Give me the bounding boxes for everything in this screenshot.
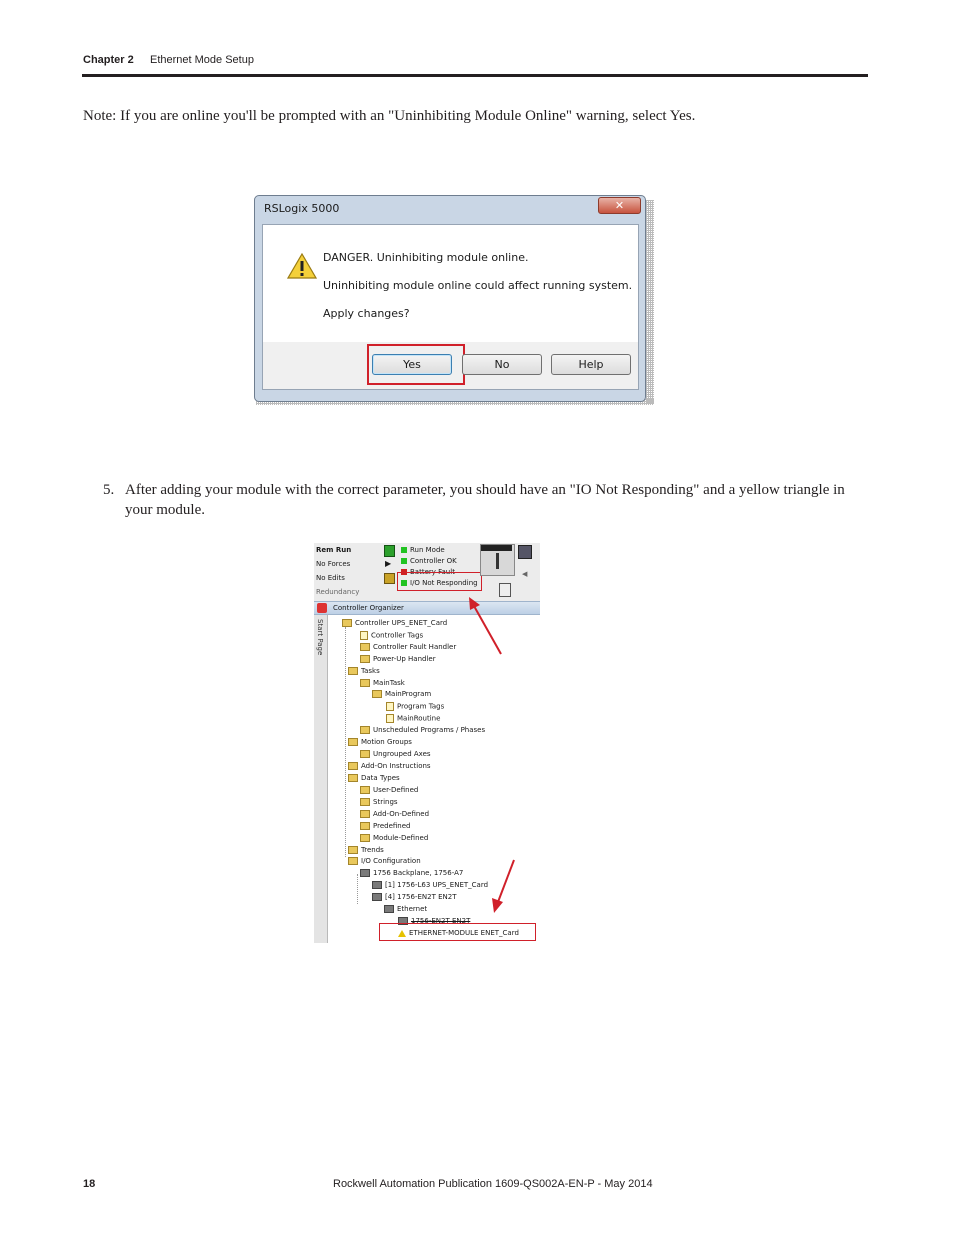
dialog-body (262, 224, 639, 342)
tree-guide-line (345, 627, 346, 857)
run-mode-icon (384, 545, 395, 557)
folder-icon (348, 762, 358, 770)
path-icon (499, 583, 511, 597)
tree-item[interactable]: 1756-EN2T EN2T (398, 917, 470, 925)
module-highlight-box (379, 923, 536, 941)
folder-icon (360, 834, 370, 842)
backplane-icon (360, 869, 370, 877)
status-redundancy: Redundancy (316, 588, 360, 596)
tags-icon (386, 702, 394, 711)
folder-icon (360, 726, 370, 734)
keyswitch-icon (480, 544, 515, 576)
folder-icon (360, 643, 370, 651)
controller-module-icon (372, 881, 382, 889)
run-mode-label: Run Mode (410, 546, 445, 554)
tree-item[interactable]: Strings (360, 798, 398, 806)
tags-icon (360, 631, 368, 640)
arrow-to-io-status (465, 597, 505, 657)
battery-fault-label: Battery Fault (410, 568, 455, 576)
folder-icon (360, 810, 370, 818)
io-highlight-box (397, 572, 482, 591)
warning-icon (287, 253, 317, 279)
task-icon (360, 679, 370, 687)
controller-ok-label: Controller OK (410, 557, 457, 565)
tree-item[interactable]: Controller Fault Handler (360, 643, 456, 651)
io-not-responding-label: I/O Not Responding (410, 579, 478, 587)
tree-item[interactable]: Tasks (348, 667, 380, 675)
tree-item[interactable]: MainTask (360, 679, 405, 687)
no-button[interactable]: No (462, 354, 542, 375)
dialog-line-warning: Uninhibiting module online could affect running system. (323, 279, 633, 292)
dialog-line-danger: DANGER. Uninhibiting module online. (323, 251, 529, 264)
network-icon (384, 905, 394, 913)
controller-ok-led (401, 558, 407, 564)
network-icon (518, 545, 532, 559)
folder-icon (360, 822, 370, 830)
status-no-edits: No Edits (316, 574, 345, 582)
step-text: After adding your module with the correct parameter, you should have an "IO Not Responding" and a yellow triangle in your module. (125, 482, 845, 518)
rslogix-dialog (254, 195, 646, 402)
status-no-forces: No Forces (316, 560, 351, 568)
arrow-to-module (490, 858, 518, 916)
folder-icon (360, 750, 370, 758)
section-title: Ethernet Mode Setup (150, 54, 254, 66)
tree-item[interactable]: Ethernet (384, 905, 427, 913)
tree-item[interactable]: Program Tags (386, 702, 444, 711)
tree-item[interactable]: Power-Up Handler (360, 655, 436, 663)
tree-item[interactable]: I/O Configuration (348, 857, 421, 865)
folder-icon (348, 846, 358, 854)
tree-item[interactable]: Ungrouped Axes (360, 750, 431, 758)
tree-item[interactable]: Add-On Instructions (348, 762, 431, 770)
folder-icon (360, 786, 370, 794)
step-number: 5. (103, 482, 115, 498)
tree-guide-line (357, 874, 358, 904)
tree-item[interactable]: MainRoutine (386, 714, 440, 723)
tree-item[interactable]: Motion Groups (348, 738, 412, 746)
edits-lock-icon (384, 573, 395, 584)
program-icon (372, 690, 382, 698)
header-rule (82, 74, 868, 77)
folder-icon (348, 667, 358, 675)
tree-item[interactable]: Controller UPS_ENET_Card (342, 619, 447, 627)
note-text: Note: If you are online you'll be prompted with an "Uninhibiting Module Online" warning, select Yes. (83, 108, 696, 124)
tree-item[interactable]: Module-Defined (360, 834, 428, 842)
folder-icon (348, 738, 358, 746)
run-mode-led (401, 547, 407, 553)
close-icon[interactable]: ✕ (598, 197, 641, 214)
page-number: 18 (83, 1178, 96, 1190)
folder-icon (348, 857, 358, 865)
publication-info: Rockwell Automation Publication 1609-QS002A-EN-P - May 2014 (333, 1178, 653, 1190)
tree-item[interactable]: [1] 1756-L63 UPS_ENET_Card (372, 881, 488, 889)
tree-item[interactable]: Predefined (360, 822, 410, 830)
dialog-footer (262, 342, 639, 390)
forces-arrow-icon: ▶ (385, 559, 392, 568)
tree-item[interactable]: Controller Tags (360, 631, 423, 640)
dialog-shadow-right (646, 200, 654, 404)
controller-status-panel (314, 543, 540, 601)
ethernet-module-icon (372, 893, 382, 901)
start-page-tab-label: Start Page (316, 619, 324, 656)
chapter-label: Chapter 2 (83, 54, 134, 66)
organizer-title: Controller Organizer (333, 604, 404, 612)
tree-item[interactable]: ETHERNET-MODULE ENET_Card (398, 929, 519, 937)
tree-item[interactable]: Trends (348, 846, 384, 854)
tree-item[interactable]: [4] 1756-EN2T EN2T (372, 893, 456, 901)
routine-icon (386, 714, 394, 723)
tree-item[interactable]: 1756 Backplane, 1756-A7 (360, 869, 463, 877)
organizer-close-icon[interactable] (317, 603, 327, 613)
yes-button[interactable]: Yes (372, 354, 452, 375)
scroll-left-icon[interactable]: ◀ (522, 570, 528, 578)
tree-item[interactable]: Unscheduled Programs / Phases (360, 726, 485, 734)
folder-icon (360, 655, 370, 663)
help-button[interactable]: Help (551, 354, 631, 375)
folder-icon (360, 798, 370, 806)
status-rem-run: Rem Run (316, 546, 352, 554)
dialog-line-question: Apply changes? (323, 307, 410, 320)
tree-item[interactable]: MainProgram (372, 690, 431, 698)
dialog-title: RSLogix 5000 (264, 202, 340, 215)
folder-icon (348, 774, 358, 782)
tree-item[interactable]: User-Defined (360, 786, 418, 794)
start-page-tab[interactable] (314, 615, 328, 943)
tree-item[interactable]: Data Types (348, 774, 400, 782)
tree-item[interactable]: Add-On-Defined (360, 810, 429, 818)
folder-icon (342, 619, 352, 627)
